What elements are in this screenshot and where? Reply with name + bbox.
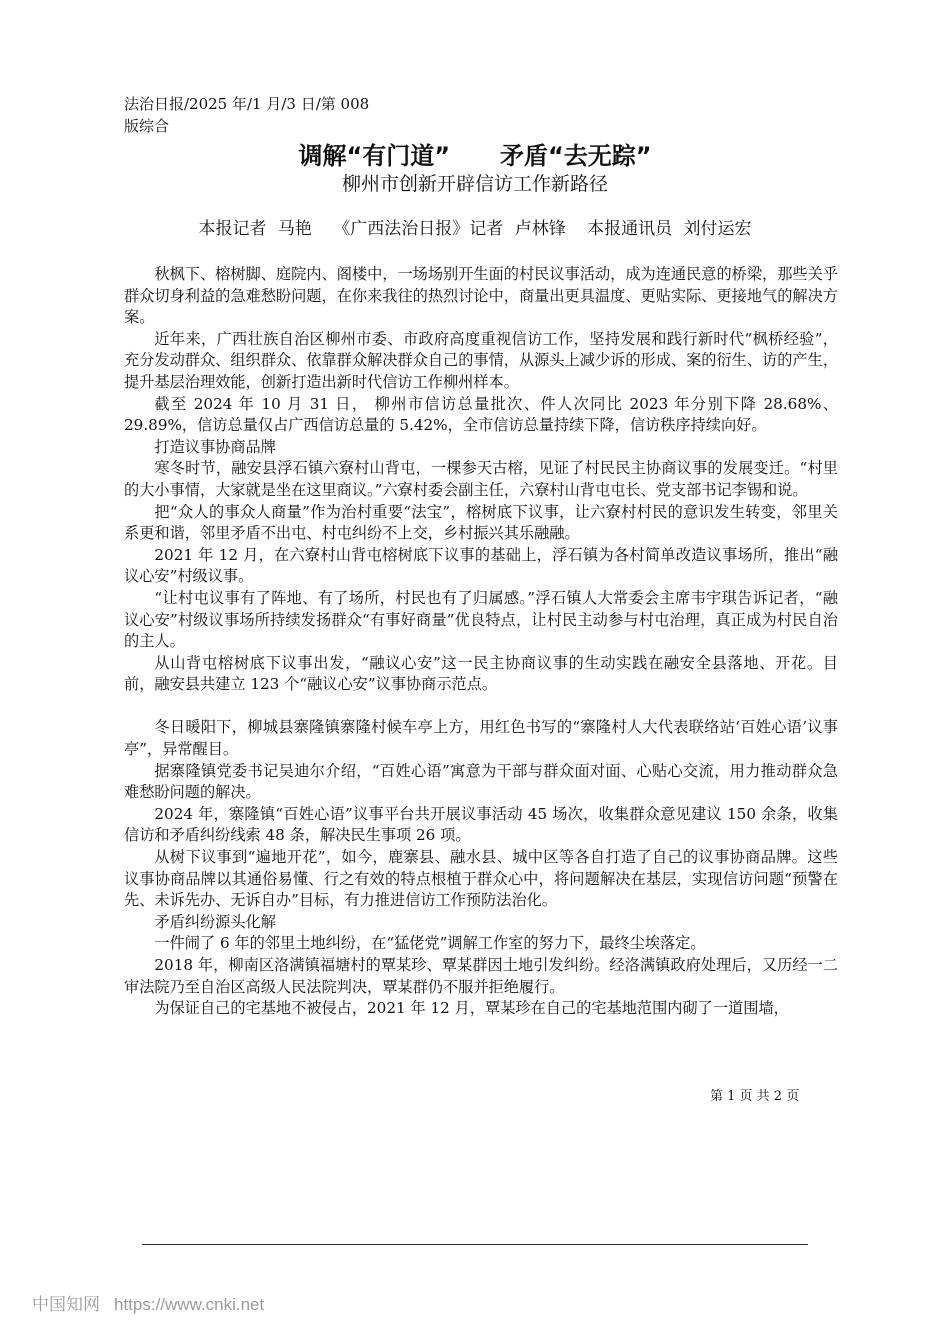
source-info [124,93,374,137]
paragraph: 据寨隆镇党委书记吴迪尔介绍，“百姓心语”寓意为干部与群众面对面、心贴心交流，用力推动群众急难愁盼问题的解决。 [124,761,838,802]
watermark [32,1292,264,1318]
paragraph: 冬日暖阳下，柳城县寨隆镇寨隆村候车亭上方，用红色书写的“寨隆村人大代表联络站‘百姓心语’议事亭”，异常醒目。 [124,718,838,759]
paragraph: 秋枫下、榕树脚、庭院内、阁楼中，一场场别开生面的村民议事活动，成为连通民意的桥梁，那些关乎群众切身利益的急难愁盼问题，在你来我往的热烈讨论中，商量出更具温度、更贴实际、更接地气的解决方案。 [124,265,838,327]
title-part-2: 矛盾“去无踪” [500,142,652,170]
article-body [124,264,838,1020]
source-line-2: 版综合 [124,117,170,135]
paragraph: “让村屯议事有了阵地、有了场所，村民也有了归属感。”浮石镇人大常委会主席韦宇琪告诉记者，“融议心安”村级议事场所持续发扬群众“有事好商量”优良特点，让村民主动参与村屯治理，真正成为村民自治的主人。 [124,588,838,651]
byline-reporter-2: 《广西法治日报》记者 卢林锋 [333,219,566,239]
article-subtitle: 柳州市创新开辟信访工作新路径 [341,173,608,195]
paragraph: 2018 年，柳南区洛满镇福塘村的覃某珍、覃某群因土地引发纠纷。经洛满镇政府处理后，又历经一二审法院乃至自治区高级人民法院判决，覃某群仍不服并拒绝履行。 [124,956,838,996]
paragraph: 把“众人的事众人商量”作为治村重要“法宝”，榕树底下议事，让六寮村村民的意识发生转变，邻里关系更和谐，邻里矛盾不出屯、村屯纠纷不上交，乡村振兴其乐融融。 [124,502,838,543]
byline [0,217,950,241]
paragraph: 2024 年，寨隆镇“百姓心语”议事平台共开展议事活动 45 场次，收集群众意见建议 150 余条，收集信访和矛盾纠纷线索 48 条，解决民生事项 26 项。 [124,804,838,845]
paragraph: 一件闹了 6 年的邻里土地纠纷，在“猛佬党”调解工作室的努力下，最终尘埃落定。 [154,934,706,953]
paragraph: 寒冬时节，融安县浮石镇六寮村山背屯，一棵参天古榕，见证了村民民主协商议事的发展变迁。“村里的大小事情，大家就是坐在这里商议。”六寮村委会副主任，六寮村山背屯屯长、党支部书记李锡和说。 [124,459,838,499]
paragraph: 2021 年 12 月，在六寮村山背屯榕树底下议事的基础上，浮石镇为各村简单改造议事场所，推出“融议心安”村级议事。 [124,545,838,586]
byline-reporter-1: 本报记者 马艳 [198,219,312,239]
watermark-brand: 中国知网 [32,1295,100,1314]
blank-line [124,696,838,718]
article-title [0,140,950,172]
footer-divider [142,1244,808,1245]
paragraph: 从树下议事到“遍地开花”，如今，鹿寨县、融水县、城中区等各自打造了自己的议事协商品牌。这些议事协商品牌以其通俗易懂、行之有效的特点根植于群众心中，将问题解决在基层，实现信访问题“预警在先、未诉先办、无诉自办”目标，有力推进信访工作预防法治化。 [124,848,838,910]
byline-correspondent: 本报通讯员 刘付运宏 [587,219,752,239]
section-heading: 打造议事协商品牌 [154,437,276,456]
paragraph: 近年来，广西壮族自治区柳州市委、市政府高度重视信访工作，坚持发展和践行新时代“枫桥经验”，充分发动群众、组织群众、依靠群众解决群众自己的事情，从源头上减少诉的形成、案的衍生、访的产生，提升基层治理效能，创新打造出新时代信访工作柳州样本。 [124,329,838,391]
paragraph: 截至 2024 年 10 月 31 日， 柳州市信访总量批次、件人次同比 2023 年分别下降 28.68%、29.89%，信访总量仅占广西信访总量的 5.42%，全市信访总量持续下降，信访秩序持续向好。 [124,394,838,435]
section-heading: 矛盾纠纷源头化解 [154,912,276,931]
watermark-url: https://www.cnki.net [114,1295,265,1314]
paragraph: 从山背屯榕树底下议事出发，“融议心安”这一民主协商议事的生动实践在融安全县落地、开花。目前，融安县共建立 123 个“融议心安”议事协商示范点。 [124,653,838,694]
paragraph: 为保证自己的宅基地不被侵占，2021 年 12 月，覃某珍在自己的宅基地范围内砌了一道围墙， [154,999,789,1018]
source-line-1: 法治日报/2025 年/1 月/3 日/第 008 [124,95,370,113]
page-number: 第 1 页 共 2 页 [710,1089,800,1104]
title-part-1: 调解“有门道” [298,142,450,170]
